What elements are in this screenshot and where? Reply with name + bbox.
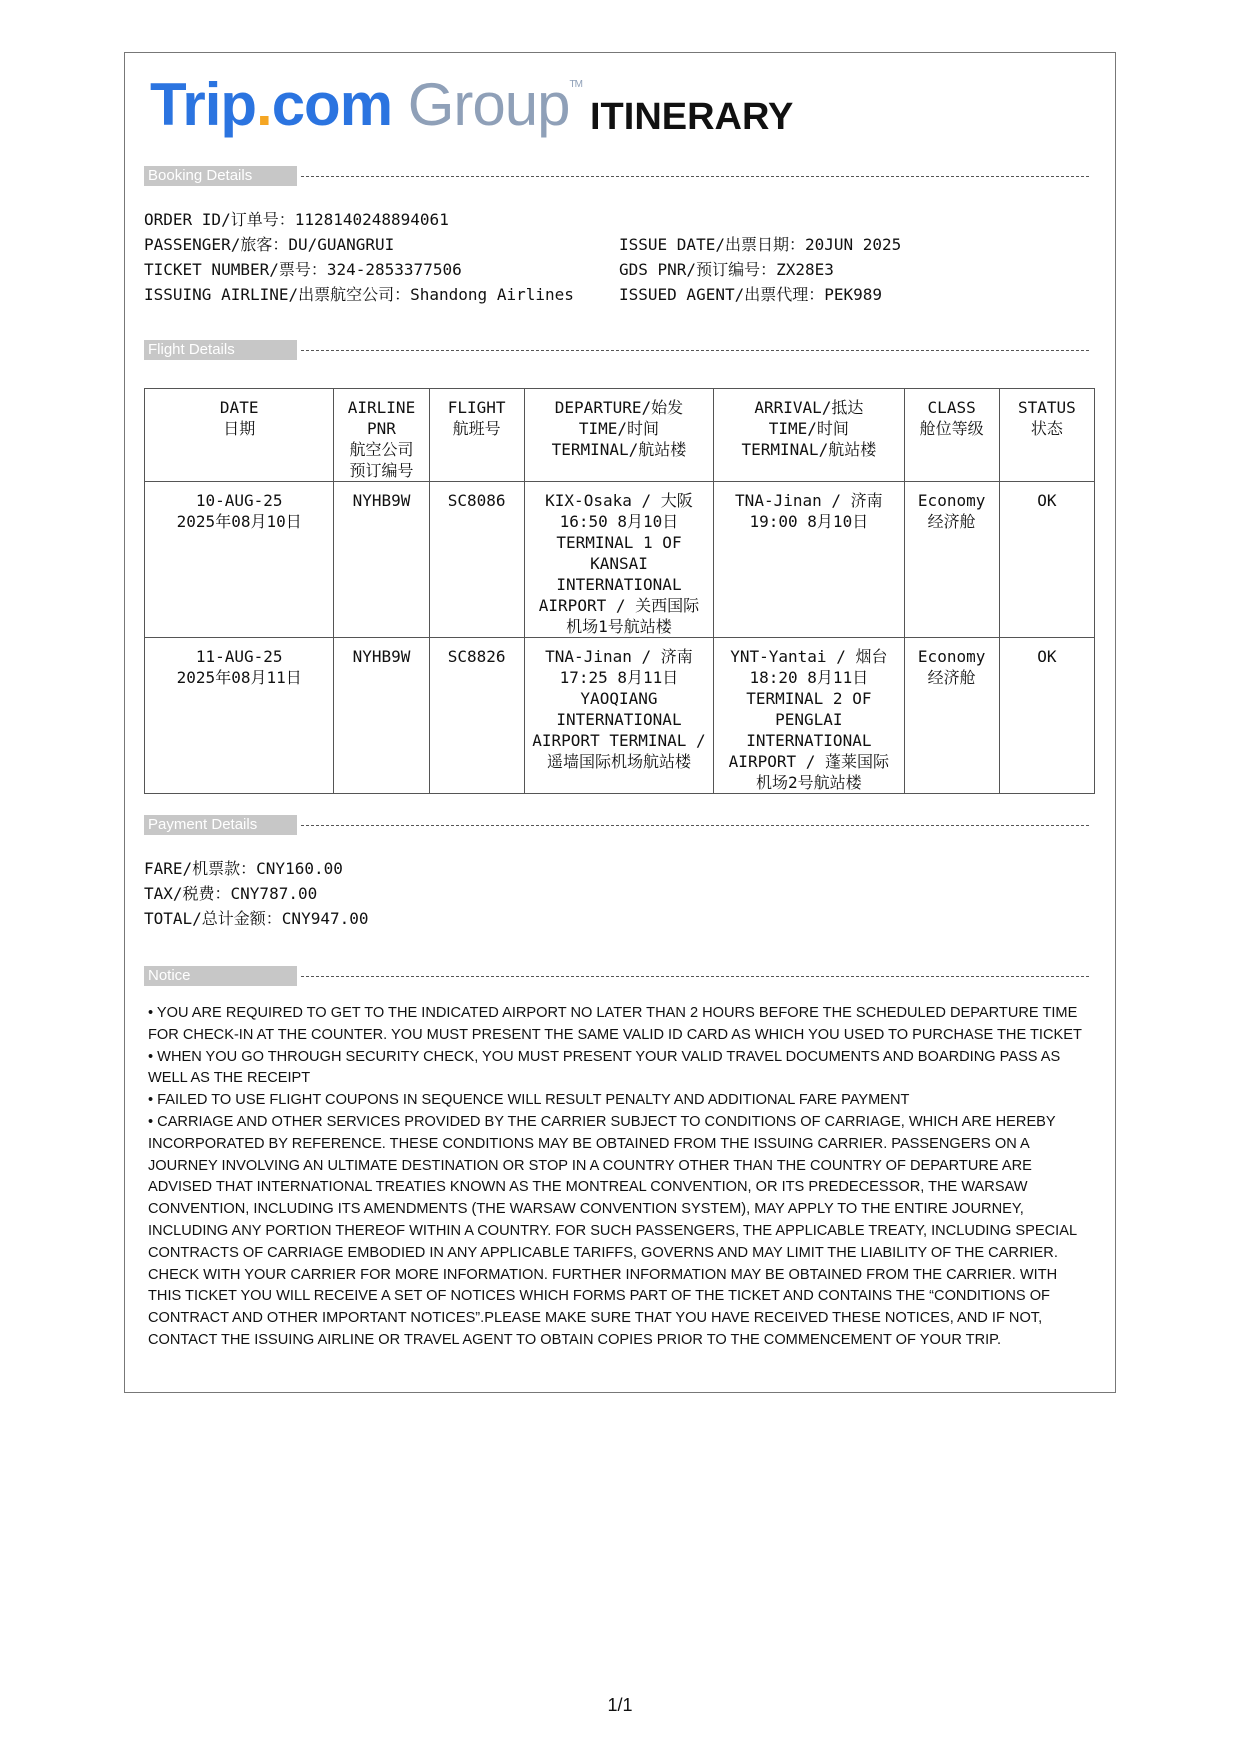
section-label: Flight Details bbox=[144, 340, 297, 360]
divider bbox=[301, 176, 1089, 177]
cell-arrival: TNA-Jinan / 济南 19:00 8月10日 bbox=[714, 482, 904, 638]
cell-date: 10-AUG-25 2025年08月10日 bbox=[145, 482, 334, 638]
cell-status: OK bbox=[999, 482, 1094, 638]
order-id: ORDER ID/订单号：1128140248894061 bbox=[144, 210, 449, 229]
section-label: Notice bbox=[144, 966, 297, 986]
flights-table bbox=[144, 388, 1095, 794]
notice-item: • YOU ARE REQUIRED TO GET TO THE INDICATED AIRPORT NO LATER THAN 2 HOURS BEFORE THE SCHEDULED DEPARTURE TIME FOR CHECK-IN AT THE COUNTER. YOU MUST PRESENT THE SAME VALID ID CARD AS WHICH YOU USED TO PURCHASE THE TICKET bbox=[148, 1005, 1082, 1043]
header-date: DATE 日期 bbox=[145, 389, 334, 482]
cell-pnr: NYHB9W bbox=[334, 638, 429, 794]
notice-item: • WHEN YOU GO THROUGH SECURITY CHECK, YOU MUST PRESENT YOUR VALID TRAVEL DOCUMENTS AND BOARDING PASS AS WELL AS THE RECEIPT bbox=[148, 1048, 1061, 1087]
section-label: Booking Details bbox=[144, 166, 297, 186]
header-arrival: ARRIVAL/抵达 TIME/时间 TERMINAL/航站楼 bbox=[714, 389, 904, 482]
section-flight-details bbox=[144, 340, 1089, 362]
header-airline-pnr: AIRLINE PNR 航空公司 预订编号 bbox=[334, 389, 429, 482]
table-row bbox=[145, 638, 1095, 794]
page-number: 1/1 bbox=[607, 1695, 633, 1715]
logo-com: com bbox=[271, 71, 393, 138]
issued-agent: ISSUED AGENT/出票代理：PEK989 bbox=[619, 285, 883, 304]
cell-flight: SC8086 bbox=[429, 482, 524, 638]
header-departure: DEPARTURE/始发 TIME/时间 TERMINAL/航站楼 bbox=[524, 389, 713, 482]
tax: TAX/税费：CNY787.00 bbox=[144, 884, 318, 903]
divider bbox=[301, 976, 1089, 977]
cell-date: 11-AUG-25 2025年08月11日 bbox=[145, 638, 334, 794]
header-flight: FLIGHT 航班号 bbox=[429, 389, 524, 482]
cell-pnr: NYHB9W bbox=[334, 482, 429, 638]
cell-status: OK bbox=[999, 638, 1094, 794]
header-status: STATUS 状态 bbox=[999, 389, 1094, 482]
logo-group: Group bbox=[407, 71, 570, 138]
section-notice bbox=[144, 966, 1089, 988]
divider bbox=[301, 350, 1089, 351]
cell-class: Economy 经济舱 bbox=[904, 638, 999, 794]
fare: FARE/机票款：CNY160.00 bbox=[144, 859, 343, 878]
page-title: ITINERARY bbox=[590, 96, 794, 138]
passenger: PASSENGER/旅客：DU/GUANGRUI bbox=[144, 235, 395, 254]
logo-dot: . bbox=[256, 71, 272, 138]
ticket-number: TICKET NUMBER/票号：324-2853377506 bbox=[144, 260, 462, 279]
section-label: Payment Details bbox=[144, 815, 297, 835]
notice-item: • CARRIAGE AND OTHER SERVICES PROVIDED BY THE CARRIER SUBJECT TO CONDITIONS OF CARRIAGE, WHICH ARE HEREBY INCORPORATED BY REFERENCE. THESE CONDITIONS MAY BE OBTAINED FROM THE ISSUING CARRIER. PASSENGERS ON A JOURNEY INVOLVING AN ULTIMATE DESTINATION OR STOP IN A COUNTRY OTHER THAN THE COUNTRY OF DEPARTURE ARE ADVISED THAT INTERNATIONAL TREATIES KNOWN AS THE MONTREAL CONVENTION, OR ITS PREDECESSOR, THE WARSAW CONVENTION, INCLUDING ITS AMENDMENTS (THE WARSAW CONVENTION SYSTEM), MAY APPLY TO THE ENTIRE JOURNEY, INCLUDING ANY PORTION THEREOF WITHIN A COUNTRY. FOR SUCH PASSENGERS, THE APPLICABLE TREATY, INCLUDING SPECIAL CONTRACTS OF CARRIAGE EMBODIED IN ANY APPLICABLE TARIFFS, GOVERNS AND MAY LIMIT THE LIABILITY OF THE CARRIER. CHECK WITH YOUR CARRIER FOR MORE INFORMATION. FURTHER INFORMATION MAY BE OBTAINED FROM THE CARRIER. WITH THIS TICKET YOU WILL RECEIVE A SET OF NOTICES WHICH FORMS PART OF THE TICKET AND CONTAINS THE “CONDITIONS OF CONTRACT AND OTHER IMPORTANT NOTICES”.PLEASE MAKE SURE THAT YOU HAVE RECEIVED THESE NOTICES, AND IF NOT, CONTACT THE ISSUING AIRLINE OR TRAVEL AGENT TO OBTAIN COPIES PRIOR TO THE COMMENCEMENT OF YOUR TRIP. bbox=[148, 1113, 1077, 1348]
gds-pnr: GDS PNR/预订编号：ZX28E3 bbox=[619, 260, 834, 279]
issuing-airline: ISSUING AIRLINE/出票航空公司：Shandong Airlines bbox=[144, 285, 574, 304]
cell-flight: SC8826 bbox=[429, 638, 524, 794]
cell-departure: TNA-Jinan / 济南 17:25 8月11日 YAOQIANG INTERNATIONAL AIRPORT TERMINAL / 遥墙国际机场航站楼 bbox=[524, 638, 713, 794]
divider bbox=[301, 825, 1089, 826]
logo-trip: Trip bbox=[150, 71, 257, 138]
section-payment-details bbox=[144, 815, 1089, 837]
cell-class: Economy 经济舱 bbox=[904, 482, 999, 638]
table-header-row bbox=[145, 389, 1095, 482]
header-class: CLASS 舱位等级 bbox=[904, 389, 999, 482]
total: TOTAL/总计金额：CNY947.00 bbox=[144, 909, 369, 928]
issue-date: ISSUE DATE/出票日期：20JUN 2025 bbox=[619, 235, 902, 254]
section-booking-details bbox=[144, 166, 1089, 188]
cell-departure: KIX-Osaka / 大阪 16:50 8月10日 TERMINAL 1 OF KANSAI INTERNATIONAL AIRPORT / 关西国际 机场1号航站楼 bbox=[524, 482, 713, 638]
cell-arrival: YNT-Yantai / 烟台 18:20 8月11日 TERMINAL 2 OF PENGLAI INTERNATIONAL AIRPORT / 蓬莱国际 机场2号航站楼 bbox=[714, 638, 904, 794]
notice-text bbox=[148, 1003, 1093, 1352]
logo-tm: TM bbox=[569, 79, 582, 90]
table-row bbox=[145, 482, 1095, 638]
notice-item: • FAILED TO USE FLIGHT COUPONS IN SEQUENCE WILL RESULT PENALTY AND ADDITIONAL FARE PAYMENT bbox=[148, 1092, 910, 1109]
trip-com-group-logo bbox=[150, 70, 582, 139]
